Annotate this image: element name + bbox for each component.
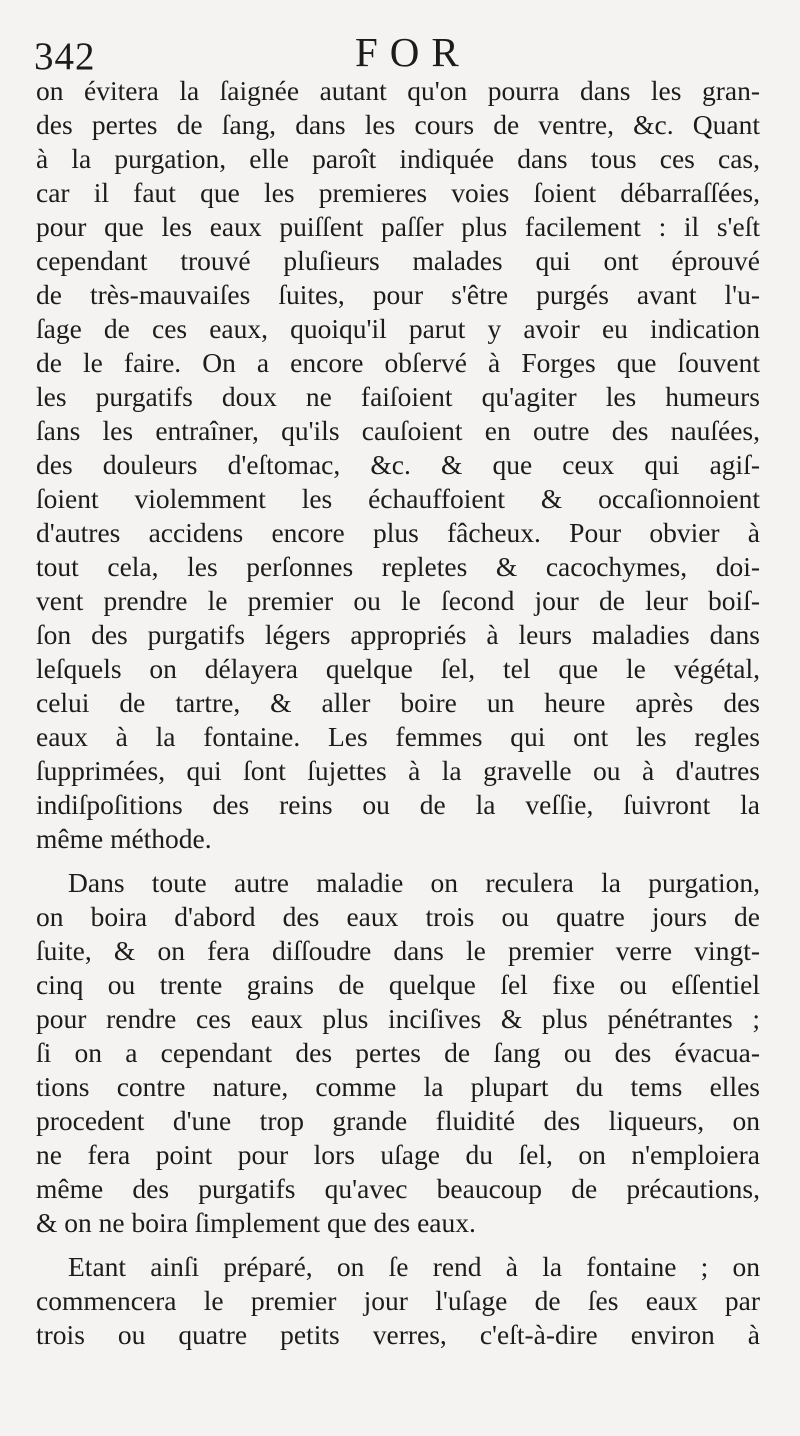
text-line: ſupprimées, qui ſont ſujettes à la gravelle ou à d'autres <box>36 755 760 786</box>
text-line: celui de tartre, & aller boire un heure après des <box>36 687 760 718</box>
text-line: commencera le premier jour l'uſage de ſes eaux par <box>36 1285 760 1316</box>
text-line: cinq ou trente grains de quelque ſel fixe ou eſſentiel <box>36 969 760 1000</box>
text-line: Dans toute autre maladie on reculera la purgation, <box>68 867 760 898</box>
text-line: trois ou quatre petits verres, c'eſt-à-dire environ à <box>36 1319 760 1350</box>
text-line: ſon des purgatifs légers appropriés à leurs maladies dans <box>36 619 760 650</box>
text-line: Etant ainſi préparé, on ſe rend à la fontaine ; on <box>68 1251 760 1282</box>
page-number: 342 <box>34 35 96 78</box>
text-line: leſquels on délayera quelque ſel, tel que le végétal, <box>36 653 760 684</box>
text-line: eaux à la fontaine. Les femmes qui ont les regles <box>36 721 760 752</box>
text-line: les purgatifs doux ne faiſoient qu'agiter les humeurs <box>36 381 760 412</box>
text-line: ſuite, & on fera diſſoudre dans le premier verre vingt- <box>36 935 760 966</box>
text-line: pour rendre ces eaux plus inciſives & plus pénétrantes ; <box>36 1003 760 1034</box>
text-line: d'autres accidens encore plus fâcheux. Pour obvier à <box>36 517 760 548</box>
text-line: pour que les eaux puiſſent paſſer plus facilement : il s'eſt <box>36 211 760 242</box>
text-line: tout cela, les perſonnes repletes & cacochymes, doi- <box>36 551 760 582</box>
text-line: & on ne boira ſimplement que des eaux. <box>36 1207 476 1238</box>
text-line: car il faut que les premieres voies ſoient débarraſſées, <box>36 177 760 208</box>
text-line: indiſpoſitions des reins ou de la veſſie, ſuivront la <box>36 789 760 820</box>
text-line: ne fera point pour lors uſage du ſel, on n'emploiera <box>36 1139 760 1170</box>
text-line: vent prendre le premier ou le ſecond jour de leur boiſ- <box>36 585 760 616</box>
text-line: même des purgatifs qu'avec beaucoup de précautions, <box>36 1173 760 1204</box>
text-line: de très-mauvaiſes ſuites, pour s'être purgés avant l'u- <box>36 279 760 310</box>
text-line: des pertes de ſang, dans les cours de ventre, &c. Quant <box>36 109 760 140</box>
text-line: ſans les entraîner, qu'ils cauſoient en outre des nauſées, <box>36 415 760 446</box>
text-line: ſi on a cependant des pertes de ſang ou des évacua- <box>36 1037 760 1068</box>
text-line: de le faire. On a encore obſervé à Forges que ſouvent <box>36 347 760 378</box>
text-line: procedent d'une trop grande fluidité des liqueurs, on <box>36 1105 760 1136</box>
text-line: à la purgation, elle paroît indiquée dans tous ces cas, <box>36 143 760 174</box>
text-line: tions contre nature, comme la plupart du tems elles <box>36 1071 760 1102</box>
text-line: ſage de ces eaux, quoiqu'il parut y avoir eu indication <box>36 313 760 344</box>
text-line: des douleurs d'eſtomac, &c. & que ceux qui agiſ- <box>36 449 760 480</box>
text-line: même méthode. <box>36 823 212 854</box>
text-line: on évitera la ſaignée autant qu'on pourra dans les gran- <box>36 75 760 106</box>
text-line: on boira d'abord des eaux trois ou quatre jours de <box>36 901 760 932</box>
running-head: FOR <box>355 29 471 75</box>
text-line: ſoient violemment les échauffoient & occaſionnoient <box>36 483 760 514</box>
text-line: cependant trouvé pluſieurs malades qui ont éprouvé <box>36 245 760 276</box>
